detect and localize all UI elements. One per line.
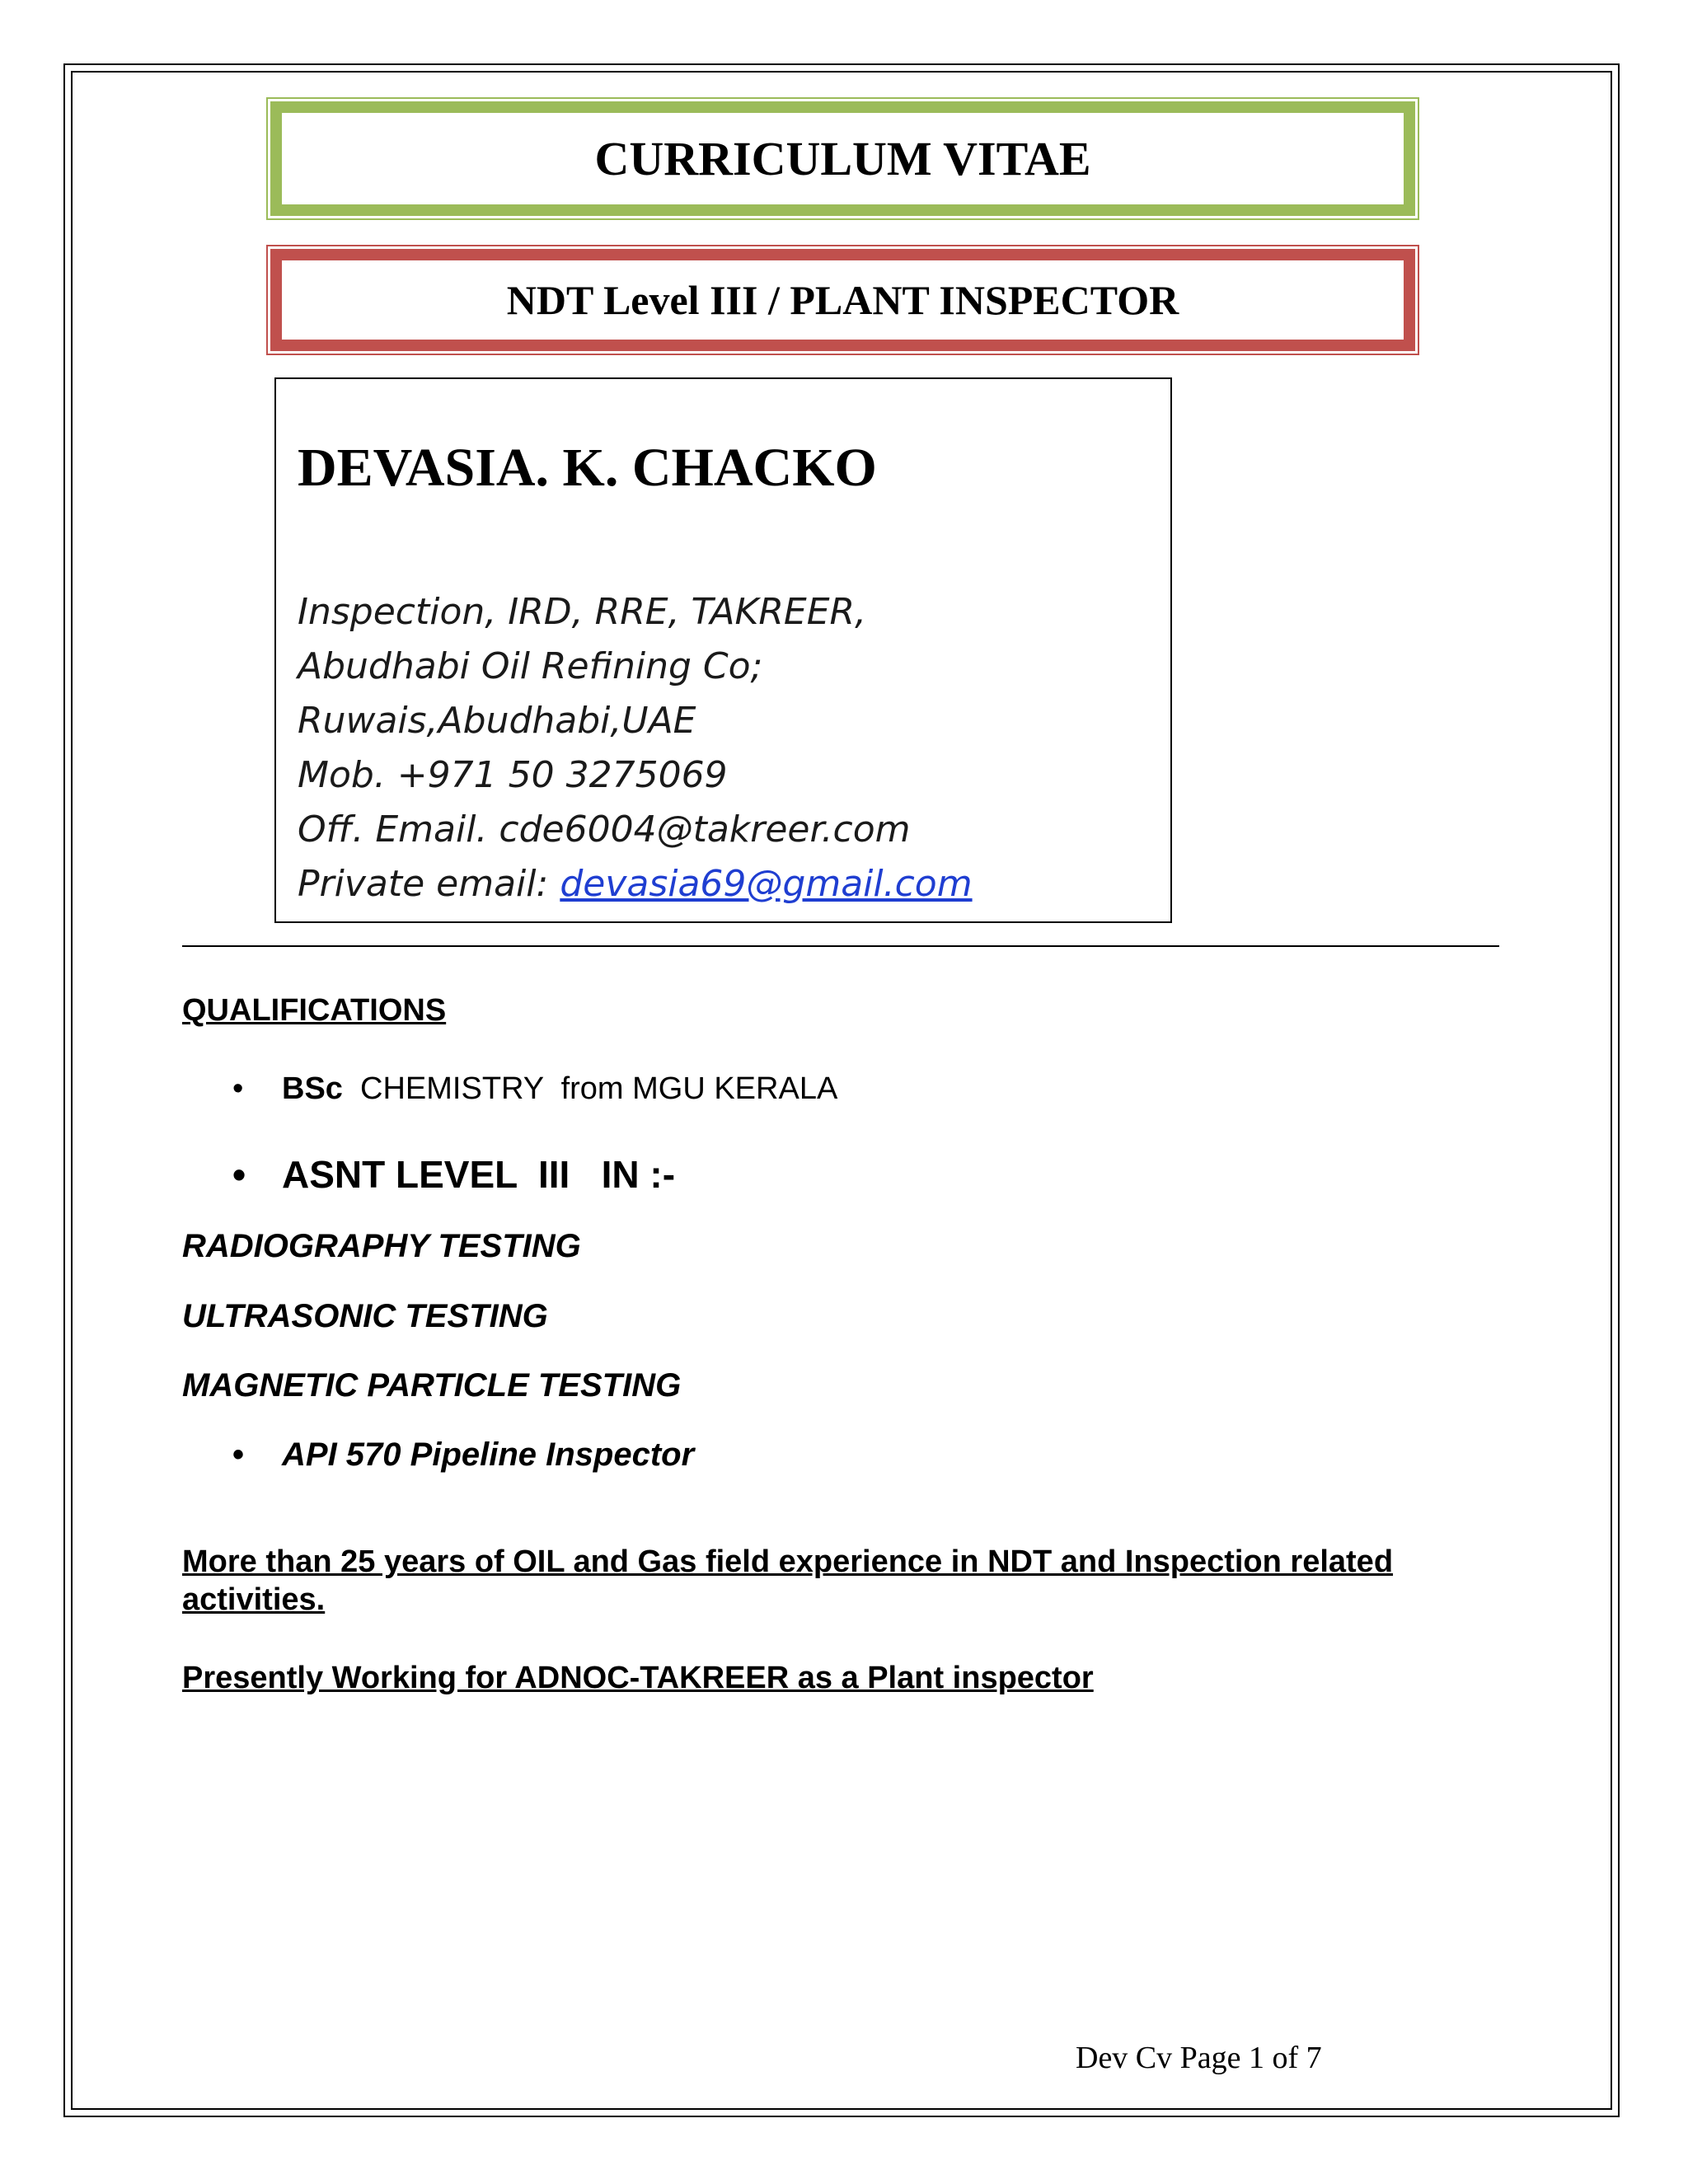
degree-item — [232, 1071, 837, 1107]
method-radiography: RADIOGRAPHY TESTING — [182, 1228, 581, 1264]
qualifications-heading: QUALIFICATIONS — [182, 993, 447, 1028]
page-footer: Dev Cv Page 1 of 7 — [1076, 2041, 1322, 2075]
address-line-2: Abudhabi Oil Refining Co; — [298, 645, 763, 687]
section-divider — [182, 945, 1499, 947]
private-email-label: Private email: — [298, 863, 560, 905]
asnt-text: ASNT LEVEL III IN :- — [282, 1153, 676, 1196]
address-line-3: Ruwais,Abudhabi,UAE — [298, 700, 696, 742]
cv-title: CURRICULUM VITAE — [594, 132, 1091, 185]
present-position: Presently Working for ADNOC-TAKREER as a Plant inspector — [182, 1661, 1094, 1695]
candidate-name: DEVASIA. K. CHACKO — [298, 438, 877, 498]
asnt-item — [232, 1152, 675, 1197]
office-email: Off. Email. cde6004@takreer.com — [298, 808, 911, 851]
experience-summary: More than 25 years of OIL and Gas field experience in NDT and Inspection related activities. — [182, 1544, 1394, 1617]
role-title-box — [270, 249, 1415, 351]
contact-details — [298, 585, 973, 912]
bullet-icon: • — [232, 1436, 245, 1473]
cv-title-box — [270, 101, 1415, 216]
bullet-icon: • — [232, 1071, 244, 1106]
mobile-number: Mob. +971 50 3275069 — [298, 754, 728, 796]
role-title: NDT Level III / PLANT INSPECTOR — [506, 277, 1179, 323]
address-line-1: Inspection, IRD, RRE, TAKREER, — [298, 591, 867, 633]
method-ultrasonic: ULTRASONIC TESTING — [182, 1298, 548, 1334]
private-email-link[interactable]: devasia69@gmail.com — [560, 863, 973, 905]
degree-lead: BSc — [282, 1071, 343, 1106]
contact-box — [274, 377, 1172, 923]
bullet-icon: • — [232, 1153, 246, 1196]
degree-detail: CHEMISTRY from MGU KERALA — [342, 1071, 838, 1106]
private-email-row — [298, 857, 973, 912]
api-item — [232, 1436, 694, 1474]
method-magnetic-particle: MAGNETIC PARTICLE TESTING — [182, 1367, 682, 1404]
api-text: API 570 Pipeline Inspector — [282, 1436, 695, 1473]
